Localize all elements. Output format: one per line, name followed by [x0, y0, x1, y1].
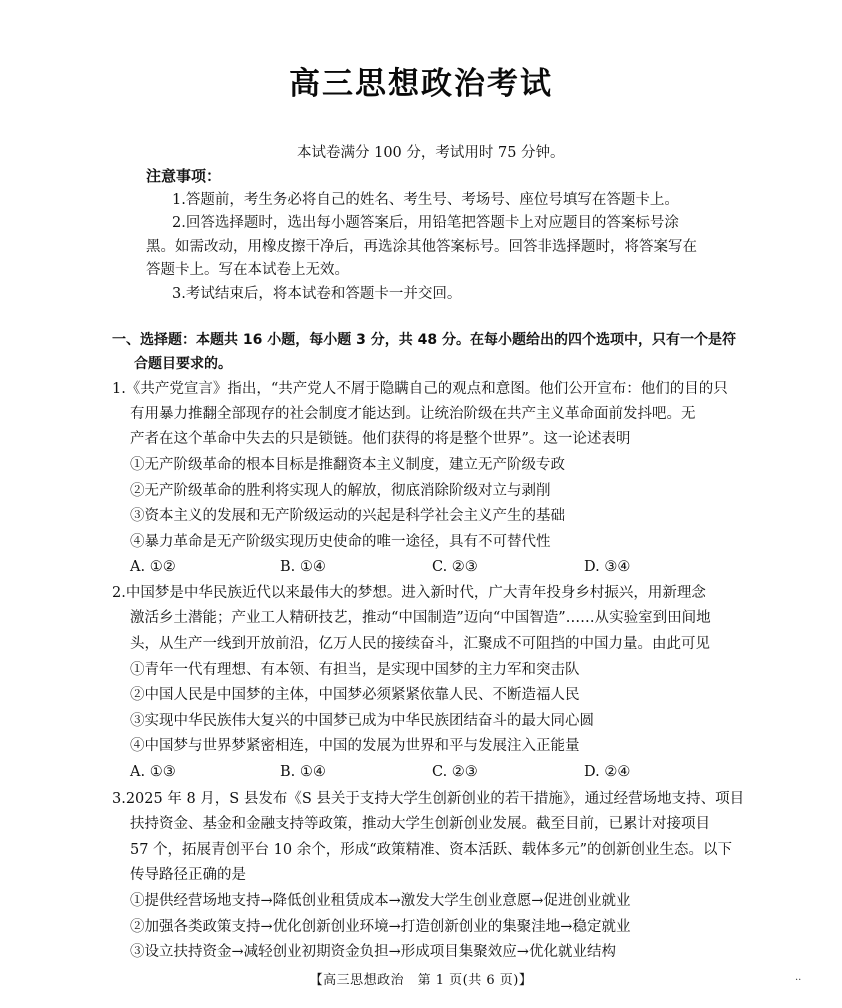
option-c: C. ②③	[432, 764, 478, 780]
option-d: D. ③④	[584, 559, 631, 575]
question-stem: 头，从生产一线到开放前沿，亿万人民的接续奋斗，汇聚成不可阻挡的中国力量。由此可见	[130, 636, 710, 652]
statement-item: ④暴力革命是无产阶级实现历史使命的唯一途径，具有不可替代性	[130, 534, 551, 550]
question-stem: 有用暴力推翻全部现存的社会制度才能达到。让统治阶级在共产主义革命面前发抖吧。无	[130, 406, 696, 422]
statement-item: ④中国梦与世界梦紧密相连，中国的发展为世界和平与发展注入正能量	[130, 738, 580, 754]
page-footer: 【高三思想政治 第 1 页(共 6 页)】	[309, 973, 533, 988]
option-a: A. ①②	[130, 559, 176, 575]
statement-item: ②加强各类政策支持→优化创新创业环境→打造创新创业的集聚洼地→稳定就业	[130, 919, 631, 935]
section-heading: 一、选择题：本题共 16 小题，每小题 3 分，共 48 分。在每小题给出的四个选项中，只有一个是符	[112, 332, 736, 348]
corner-mark: ..	[795, 972, 802, 983]
notice-line: 黑。如需改动，用橡皮擦干净后，再选涂其他答案标号。回答非选择题时，将答案写在	[146, 239, 697, 255]
statement-item: ①提供经营场地支持→降低创业租赁成本→激发大学生创业意愿→促进创业就业	[130, 893, 631, 909]
option-c: C. ②③	[432, 559, 478, 575]
intro-text: 本试卷满分 100 分，考试用时 75 分钟。	[297, 145, 565, 161]
section-heading-cont: 合题目要求的。	[134, 356, 232, 372]
statement-item: ①无产阶级革命的根本目标是推翻资本主义制度，建立无产阶级专政	[130, 457, 565, 473]
notice-line: 1.答题前，考生务必将自己的姓名、考生号、考场号、座位号填写在答题卡上。	[172, 192, 679, 208]
statement-item: ③设立扶持资金→减轻创业初期资金负担→形成项目集聚效应→优化就业结构	[130, 944, 616, 960]
notice-line: 答题卡上。写在本试卷上无效。	[146, 262, 349, 278]
option-d: D. ②④	[584, 764, 631, 780]
notice-line: 3.考试结束后，将本试卷和答题卡一并交回。	[172, 286, 462, 302]
question-stem: 1.《共产党宣言》指出，“共产党人不屑于隐瞒自己的观点和意图。他们公开宣布：他们的目的只	[112, 381, 728, 397]
option-b: B. ①④	[280, 764, 326, 780]
notice-heading: 注意事项：	[146, 167, 222, 185]
page-title: 高三思想政治考试	[289, 66, 553, 102]
question-stem: 3.2025 年 8 月，S 县发布《S 县关于支持大学生创新创业的若干措施》，通过经营场地支持、项目	[112, 791, 745, 807]
question-stem: 2.中国梦是中华民族近代以来最伟大的梦想。进入新时代，广大青年投身乡村振兴，用新理念	[112, 585, 706, 601]
option-a: A. ①③	[130, 764, 176, 780]
statement-item: ③资本主义的发展和无产阶级运动的兴起是科学社会主义产生的基础	[130, 508, 565, 524]
question-stem: 57 个，拓展青创平台 10 余个，形成“政策精准、资本活跃、载体多元”的创新创业生态。以下	[130, 842, 733, 858]
statement-item: ②无产阶级革命的胜利将实现人的解放，彻底消除阶级对立与剥削	[130, 483, 551, 499]
statement-item: ③实现中华民族伟大复兴的中国梦已成为中华民族团结奋斗的最大同心圆	[130, 713, 594, 729]
notice-line: 2.回答选择题时，选出每小题答案后，用铅笔把答题卡上对应题目的答案标号涂	[172, 215, 679, 231]
question-stem: 传导路径正确的是	[130, 867, 246, 883]
question-stem: 激活乡土潜能；产业工人精研技艺，推动“中国制造”迈向“中国智造”……从实验室到田间地	[130, 610, 711, 626]
option-b: B. ①④	[280, 559, 326, 575]
question-stem: 扶持资金、基金和金融支持等政策，推动大学生创新创业发展。截至目前，已累计对接项目	[130, 816, 710, 832]
statement-item: ①青年一代有理想、有本领、有担当，是实现中国梦的主力军和突击队	[130, 662, 580, 678]
question-stem: 产者在这个革命中失去的只是锁链。他们获得的将是整个世界”。这一论述表明	[130, 431, 631, 447]
statement-item: ②中国人民是中国梦的主体，中国梦必须紧紧依靠人民、不断造福人民	[130, 687, 580, 703]
